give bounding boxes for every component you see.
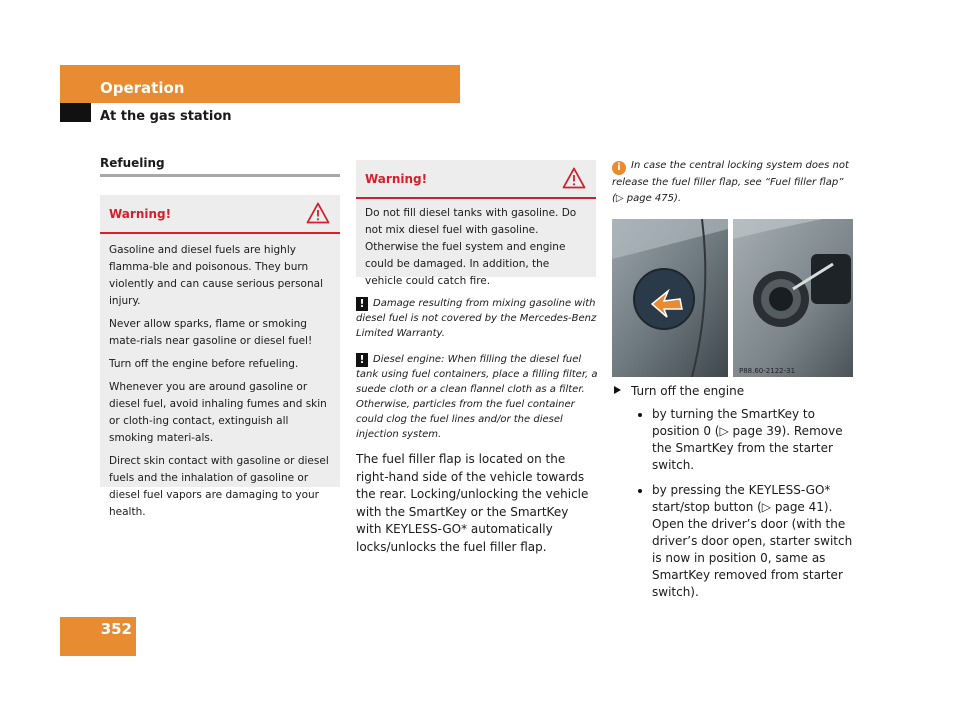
section-title: Operation [100, 79, 185, 97]
warning-body [356, 199, 596, 302]
photo-fuel-flap-closed [612, 219, 728, 377]
warning-paragraph: Whenever you are around gasoline or diesel fuel, avoid inhaling fumes and skin or cloth-ing contact, extinguish all smoking materi-als. [109, 381, 327, 444]
damage-note-filter [356, 352, 598, 442]
warning-paragraph: Never allow sparks, flame or smoking mate-rials near gasoline or diesel fuel! [109, 318, 313, 347]
warning-box-diesel [356, 160, 596, 287]
warning-triangle-icon [562, 167, 586, 189]
damage-note-mixing [356, 296, 598, 341]
fuel-flap-closed-image [612, 219, 728, 377]
fuel-flap-open-image [733, 219, 853, 377]
bullet-smartkey [652, 406, 857, 474]
warning-paragraph: Do not fill diesel tanks with gasoline. Do not mix diesel fuel with gasoline. Otherwise the fuel system and engine could be damaged. In addition, the vehicle could catch fire. [365, 207, 577, 287]
warning-box-fuel-hazard [100, 195, 340, 518]
warning-title: Warning! [365, 172, 428, 186]
warning-paragraph: Direct skin contact with gasoline or diesel fuels and the inhalation of gasoline or diesel fuel vapors are damaging to your health. [109, 455, 329, 518]
info-icon: i [612, 161, 626, 175]
warning-paragraph: Gasoline and diesel fuels are highly flamma-ble and poisonous. They burn violently and can cause serious personal injury. [109, 244, 323, 307]
damage-note-text: Damage resulting from mixing gasoline with diesel fuel is not covered by the Mercedes-Benz Limited Warranty. [356, 298, 597, 339]
warning-title: Warning! [109, 207, 172, 221]
warning-paragraph: Turn off the engine before refueling. [109, 358, 299, 370]
step-arrow-icon [614, 386, 621, 394]
bullet-dot-icon [638, 489, 642, 493]
step-turn-off-engine [614, 383, 864, 400]
info-note-text: In case the central locking system does not release the fuel filler flap, see “Fuel filler flap” (▷ page 475). [612, 160, 849, 204]
bullet-dot-icon [638, 413, 642, 417]
bullet-keyless-go [652, 482, 857, 601]
info-note [612, 158, 857, 207]
warning-body [100, 234, 340, 533]
warning-header [100, 195, 340, 234]
page-number: 352 [100, 620, 132, 638]
photo-fuel-flap-open [733, 219, 853, 377]
header-tab-marker [60, 103, 91, 122]
bullet-text: by turning the SmartKey to position 0 (▷ page 39). Remove the SmartKey from the starter switch. [652, 407, 843, 472]
damage-note-text: Diesel engine: When filling the diesel fuel tank using fuel containers, place a filling filter, a suede cloth or a clean flannel cloth as a filter. Otherwise, particles from the fuel container could clog the fuel lines and/or the diesel injection system. [356, 354, 598, 440]
heading-rule [100, 174, 340, 177]
photo-code-label: P88.60-2122-31 [739, 367, 796, 375]
bullet-text: by pressing the KEYLESS-GO* start/stop button (▷ page 41). Open the driver’s door (with the driver’s door open, starter switch is now in position 0, same as SmartKey removed from starter switch). [652, 483, 853, 599]
exclamation-icon: ! [356, 353, 368, 367]
fuel-flap-description: The fuel filler flap is located on the right-hand side of the vehicle towards the rear. Locking/unlocking the vehicle with the SmartKey or the SmartKey with KEYLESS-GO* automatically locks/unlocks the fuel filler flap. [356, 452, 589, 554]
step-text: Turn off the engine [631, 384, 745, 398]
warning-header [356, 160, 596, 199]
exclamation-icon: ! [356, 297, 368, 311]
refueling-heading: Refueling [100, 156, 165, 170]
warning-triangle-icon [306, 202, 330, 224]
subsection-title: At the gas station [100, 109, 232, 124]
